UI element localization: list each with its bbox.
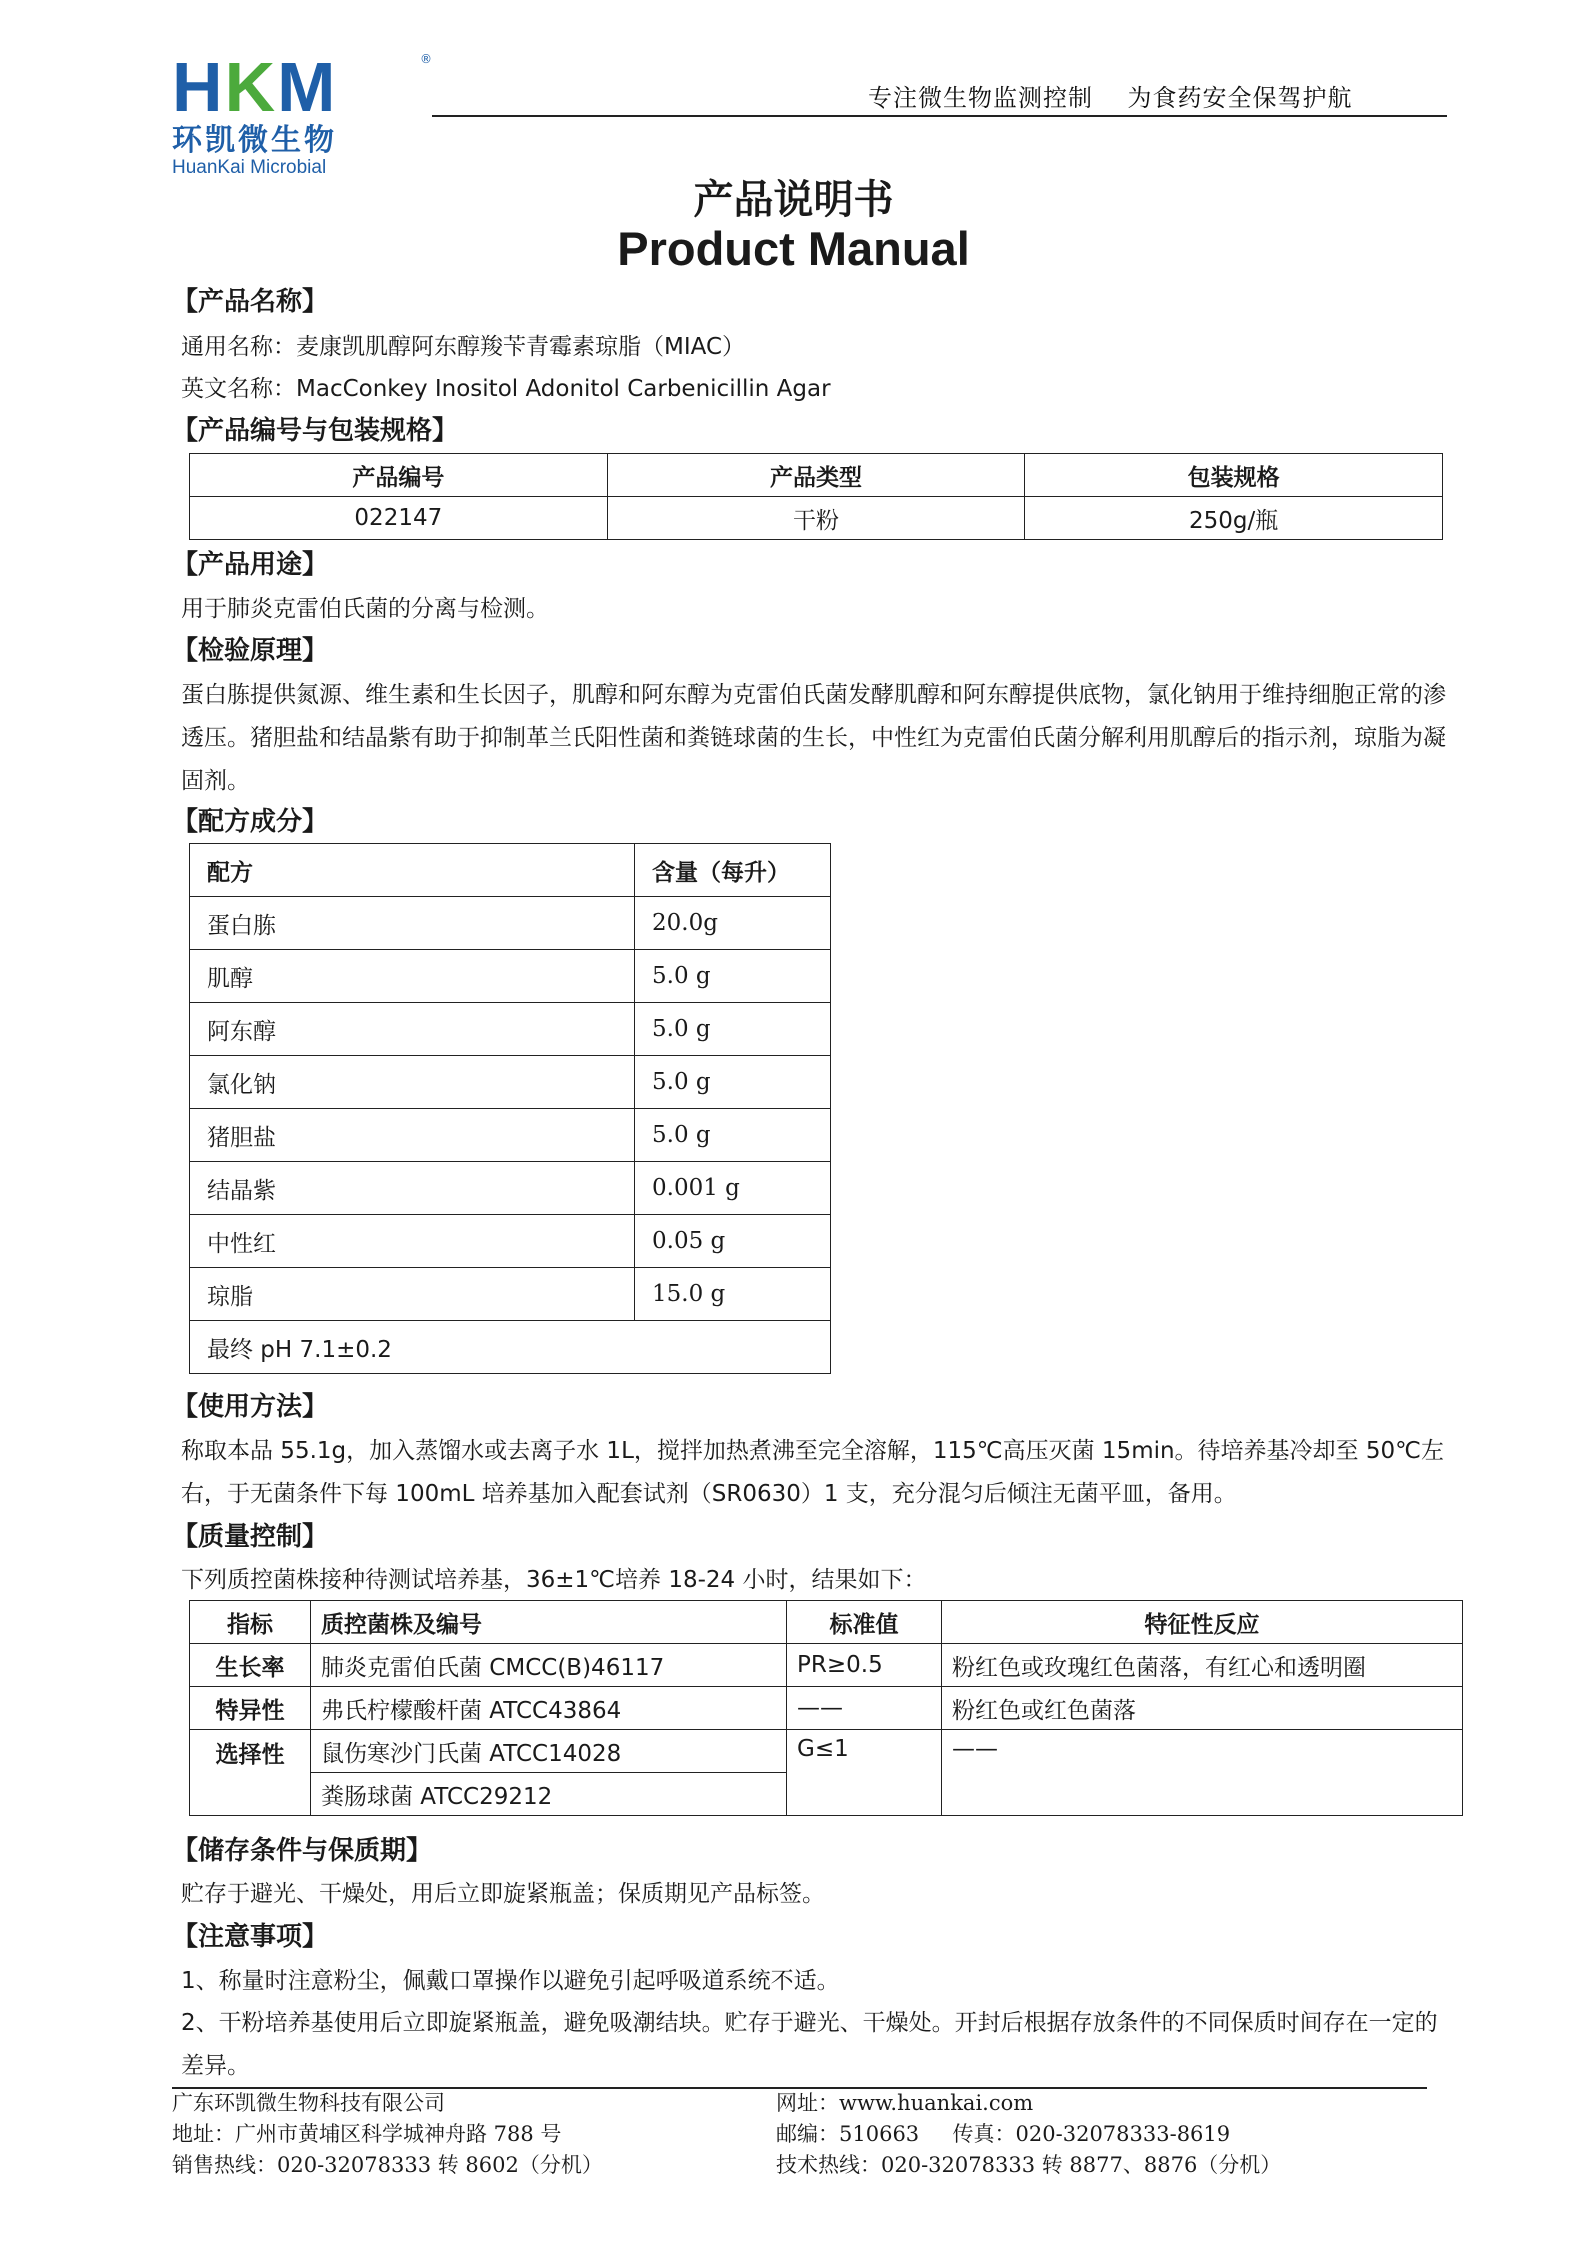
logo-letter-h: H	[172, 48, 225, 126]
footer-postcode-fax: 邮编：510663 传真：020-32078333-8619	[776, 2122, 1231, 2146]
section-heading-product-name: 【产品名称】	[172, 287, 329, 317]
method-text: 称取本品 55.1g，加入蒸馏水或去离子水 1L，搅拌加热煮沸至完全溶解，115℃高压灭菌 15min。待培养基冷却至 50℃左右，于无菌条件下每 100mL 培养基加入配套试剂（SR0630）1 支，充分混匀后倾注无菌平皿，备用。	[181, 1438, 1444, 1507]
table-header-cell: 含量（每升）	[635, 844, 831, 897]
qc-reaction: 粉红色或玫瑰红色菌落，有红心和透明圈	[942, 1644, 1463, 1687]
table-row	[190, 1003, 831, 1056]
header-divider	[432, 115, 1447, 117]
footer-company: 广东环凯微生物科技有限公司	[172, 2091, 445, 2115]
table-row	[190, 1730, 1463, 1773]
qc-strain: 肺炎克雷伯氏菌 CMCC(B)46117	[311, 1644, 787, 1687]
section-heading-usage: 【产品用途】	[172, 550, 329, 580]
qc-indicator: 生长率	[190, 1644, 311, 1687]
ingredient-amount: 5.0 g	[635, 950, 831, 1003]
logo-letter-m: M	[277, 48, 338, 126]
logo-letter-k: K	[224, 48, 278, 126]
table-row	[190, 1056, 831, 1109]
formula-table	[189, 843, 831, 1374]
table-row	[190, 1109, 831, 1162]
table-row	[190, 1268, 831, 1321]
ingredient-name: 肌醇	[190, 950, 635, 1003]
section-heading-qc: 【质量控制】	[172, 1522, 329, 1552]
logo-english-name: HuanKai Microbial	[172, 157, 327, 178]
note-item: 1、称量时注意粉尘，佩戴口罩操作以避免引起呼吸道系统不适。	[181, 1968, 840, 1994]
table-row	[190, 1644, 1463, 1687]
qc-standard: ——	[787, 1687, 942, 1730]
logo-mark	[172, 48, 452, 126]
table-header-cell: 包装规格	[1025, 454, 1443, 497]
footer-sales-hotline: 销售热线：020-32078333 转 8602（分机）	[172, 2153, 603, 2177]
english-name: 英文名称：MacConkey Inositol Adonitol Carbenicillin Agar	[181, 376, 831, 402]
section-heading-packaging: 【产品编号与包装规格】	[172, 416, 459, 446]
table-header-cell: 指标	[190, 1601, 311, 1644]
qc-standard: G≤1	[787, 1730, 942, 1816]
table-header-cell: 配方	[190, 844, 635, 897]
ingredient-amount: 5.0 g	[635, 1003, 831, 1056]
table-header-row	[190, 1601, 1463, 1644]
storage-text: 贮存于避光、干燥处，用后立即旋紧瓶盖；保质期见产品标签。	[181, 1881, 825, 1907]
table-header-cell: 标准值	[787, 1601, 942, 1644]
section-heading-method: 【使用方法】	[172, 1392, 329, 1422]
section-heading-storage: 【储存条件与保质期】	[172, 1836, 433, 1866]
product-code: 022147	[190, 497, 608, 540]
table-row	[190, 1687, 1463, 1730]
ingredient-amount: 0.001 g	[635, 1162, 831, 1215]
table-header-row	[190, 844, 831, 897]
ingredient-amount: 0.05 g	[635, 1215, 831, 1268]
table-row	[190, 1215, 831, 1268]
common-name: 通用名称：麦康凯肌醇阿东醇羧苄青霉素琼脂（MIAC）	[181, 334, 746, 360]
qc-strain: 鼠伤寒沙门氏菌 ATCC14028	[311, 1730, 787, 1773]
ingredient-amount: 5.0 g	[635, 1056, 831, 1109]
qc-reaction: ——	[942, 1730, 1463, 1816]
table-row	[190, 1321, 831, 1374]
qc-intro: 下列质控菌株接种待测试培养基，36±1℃培养 18-24 小时，结果如下：	[181, 1567, 927, 1593]
table-header-cell: 产品类型	[607, 454, 1025, 497]
ingredient-amount: 20.0g	[635, 897, 831, 950]
qc-indicator: 特异性	[190, 1687, 311, 1730]
qc-strain: 粪肠球菌 ATCC29212	[311, 1773, 787, 1816]
package-size: 250g/瓶	[1025, 497, 1443, 540]
qc-table	[189, 1600, 1463, 1816]
note-item: 2、干粉培养基使用后立即旋紧瓶盖，避免吸潮结块。贮存于避光、干燥处。开封后根据存放条件的不同保质时间存在一定的差异。	[181, 2010, 1438, 2079]
ingredient-name: 猪胆盐	[190, 1109, 635, 1162]
registered-mark: ®	[420, 52, 432, 66]
section-heading-formula: 【配方成分】	[172, 807, 329, 837]
section-heading-notes: 【注意事项】	[172, 1922, 329, 1952]
footer-address: 地址：广州市黄埔区科学城神舟路 788 号	[172, 2122, 562, 2146]
table-row	[190, 497, 1443, 540]
qc-standard: PR≥0.5	[787, 1644, 942, 1687]
packaging-table	[189, 453, 1443, 540]
qc-indicator: 选择性	[190, 1730, 311, 1816]
section-heading-principle: 【检验原理】	[172, 636, 329, 666]
logo-chinese-name: 环凯微生物	[172, 123, 337, 158]
company-logo	[172, 48, 452, 178]
ingredient-name: 琼脂	[190, 1268, 635, 1321]
page-title-en: Product Manual	[617, 222, 970, 275]
ingredient-name: 蛋白胨	[190, 897, 635, 950]
final-ph: 最终 pH 7.1±0.2	[190, 1321, 831, 1374]
footer-tech-hotline: 技术热线：020-32078333 转 8877、8876（分机）	[776, 2153, 1282, 2177]
product-type: 干粉	[607, 497, 1025, 540]
table-header-cell: 产品编号	[190, 454, 608, 497]
ingredient-name: 结晶紫	[190, 1162, 635, 1215]
table-header-cell: 质控菌株及编号	[311, 1601, 787, 1644]
usage-text: 用于肺炎克雷伯氏菌的分离与检测。	[181, 596, 549, 622]
principle-text: 蛋白胨提供氮源、维生素和生长因子，肌醇和阿东醇为克雷伯氏菌发酵肌醇和阿东醇提供底物，氯化钠用于维持细胞正常的渗透压。猪胆盐和结晶紫有助于抑制革兰氏阳性菌和粪链球菌的生长，中性红为克雷伯氏菌分解利用肌醇后的指示剂，琼脂为凝固剂。	[181, 682, 1446, 794]
ingredient-name: 阿东醇	[190, 1003, 635, 1056]
footer-website: 网址：www.huankai.com	[776, 2091, 1034, 2115]
ingredient-name: 中性红	[190, 1215, 635, 1268]
header-slogan: 专注微生物监测控制 为食药安全保驾护航	[868, 84, 1353, 112]
ingredient-amount: 15.0 g	[635, 1268, 831, 1321]
qc-reaction: 粉红色或红色菌落	[942, 1687, 1463, 1730]
page-title-cn: 产品说明书	[693, 177, 894, 223]
table-row	[190, 1162, 831, 1215]
table-row	[190, 897, 831, 950]
table-header-row	[190, 454, 1443, 497]
table-row	[190, 950, 831, 1003]
table-header-cell: 特征性反应	[942, 1601, 1463, 1644]
qc-strain: 弗氏柠檬酸杆菌 ATCC43864	[311, 1687, 787, 1730]
ingredient-amount: 5.0 g	[635, 1109, 831, 1162]
ingredient-name: 氯化钠	[190, 1056, 635, 1109]
